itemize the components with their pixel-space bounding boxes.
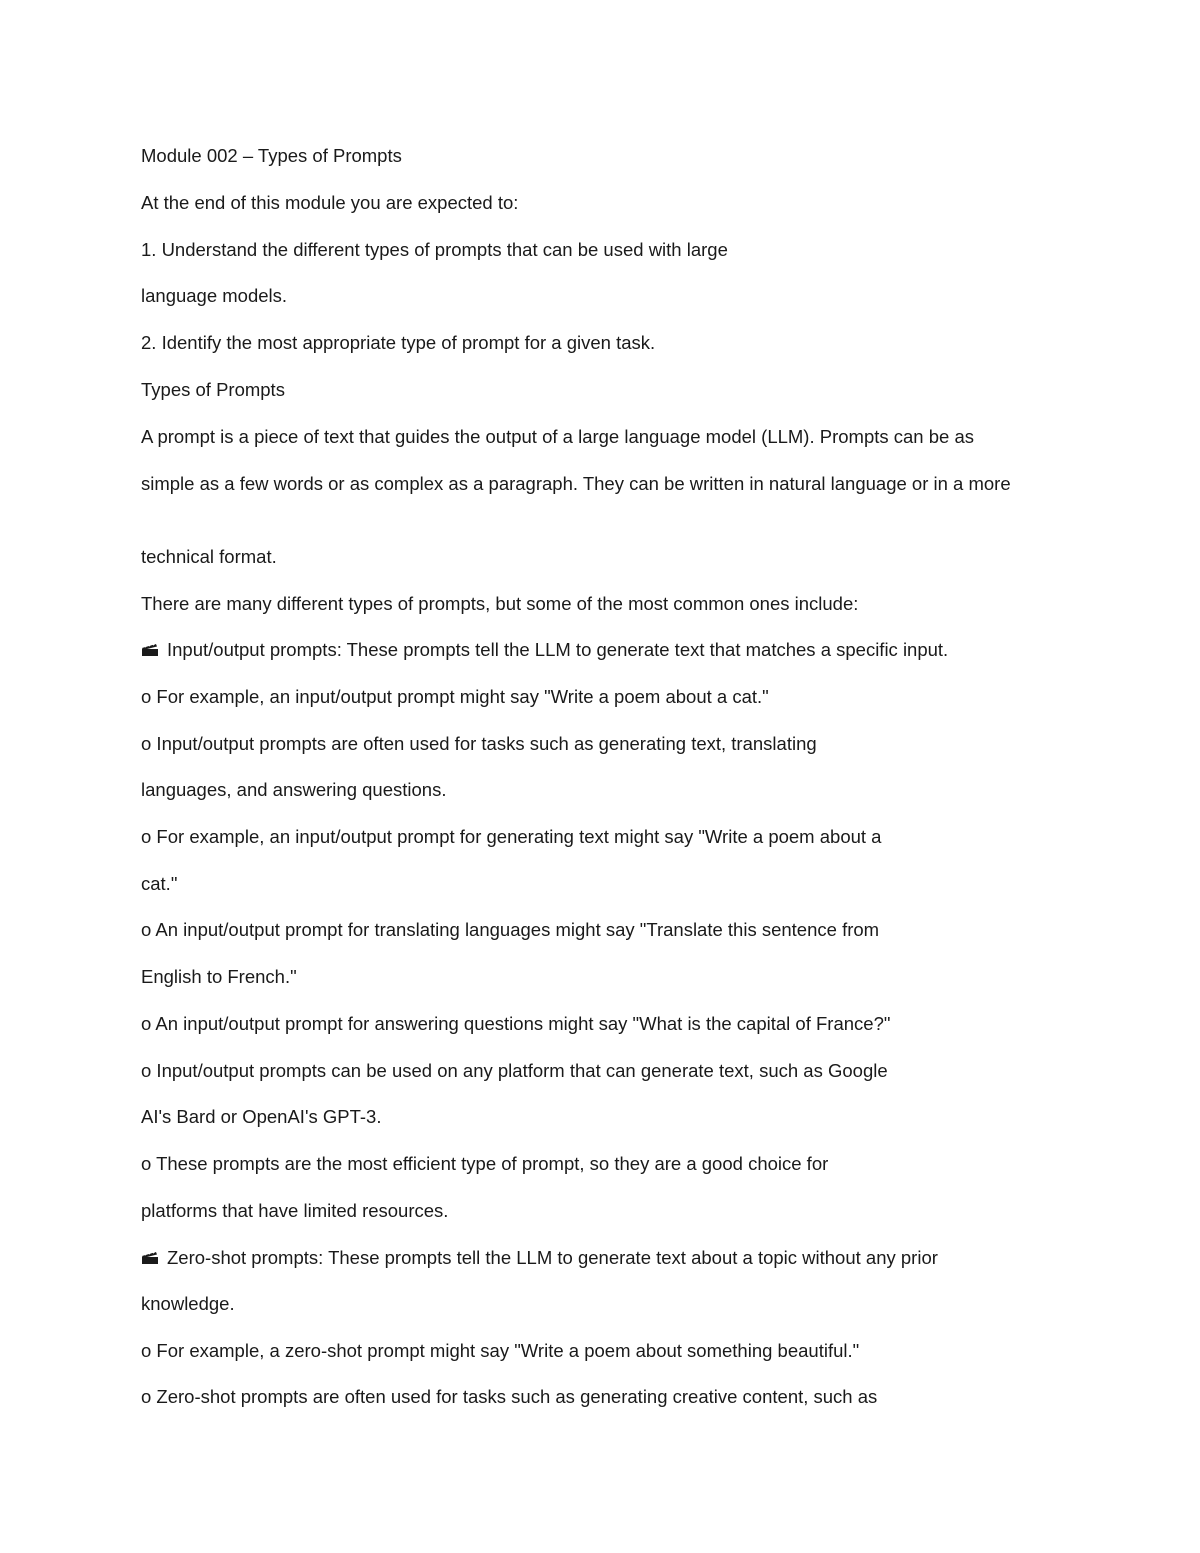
document-title: Module 002 – Types of Prompts: [141, 145, 402, 166]
list-subitem-continued: languages, and answering questions.: [141, 779, 447, 800]
list-subitem: o Input/output prompts can be used on any platform that can generate text, such as Google: [141, 1060, 888, 1081]
list-subitem: o For example, a zero-shot prompt might say "Write a poem about something beautiful.": [141, 1340, 860, 1361]
list-subitem-continued: AI's Bard or OpenAI's GPT-3.: [141, 1106, 382, 1127]
list-subitem: o For example, an input/output prompt might say "Write a poem about a cat.": [141, 686, 769, 707]
list-subitem-continued: English to French.": [141, 966, 297, 987]
list-item-input-output-text: Input/output prompts: These prompts tell the LLM to generate text that matches a specific input.: [167, 639, 949, 660]
objective-1-line-1: 1. Understand the different types of prompts that can be used with large: [141, 239, 728, 260]
list-subitem: o An input/output prompt for translating languages might say "Translate this sentence from: [141, 919, 880, 940]
list-item-continued: knowledge.: [141, 1293, 235, 1314]
list-subitem: o An input/output prompt for answering questions might say "What is the capital of France?": [141, 1013, 891, 1034]
list-item-zero-shot-text: Zero-shot prompts: These prompts tell the LLM to generate text about a topic without any prior: [167, 1247, 938, 1268]
list-item-zero-shot: [141, 1245, 938, 1271]
paragraph-line-1: A prompt is a piece of text that guides the output of a large language model (LLM). Prompts can be as: [141, 426, 974, 447]
list-item-input-output: [141, 637, 948, 663]
list-subitem: o Input/output prompts are often used for tasks such as generating text, translating: [141, 733, 817, 754]
list-subitem: o For example, an input/output prompt for generating text might say "Write a poem about a: [141, 826, 882, 847]
list-subitem-continued: platforms that have limited resources.: [141, 1200, 449, 1221]
intro-text: At the end of this module you are expected to:: [141, 192, 519, 213]
objective-1-line-2: language models.: [141, 285, 288, 306]
paragraph-line-3: technical format.: [141, 546, 277, 567]
clapperboard-icon: [141, 643, 159, 657]
list-subitem-continued: cat.": [141, 873, 178, 894]
objective-2: 2. Identify the most appropriate type of prompt for a given task.: [141, 332, 656, 353]
section-heading: Types of Prompts: [141, 379, 285, 400]
list-subitem: o These prompts are the most efficient type of prompt, so they are a good choice for: [141, 1153, 829, 1174]
paragraph-line-4: There are many different types of prompts, but some of the most common ones include:: [141, 593, 859, 614]
paragraph-line-2: simple as a few words or as complex as a paragraph. They can be written in natural language or in a more: [141, 473, 1011, 494]
clapperboard-icon: [141, 1251, 159, 1265]
list-subitem: o Zero-shot prompts are often used for tasks such as generating creative content, such as: [141, 1386, 878, 1407]
